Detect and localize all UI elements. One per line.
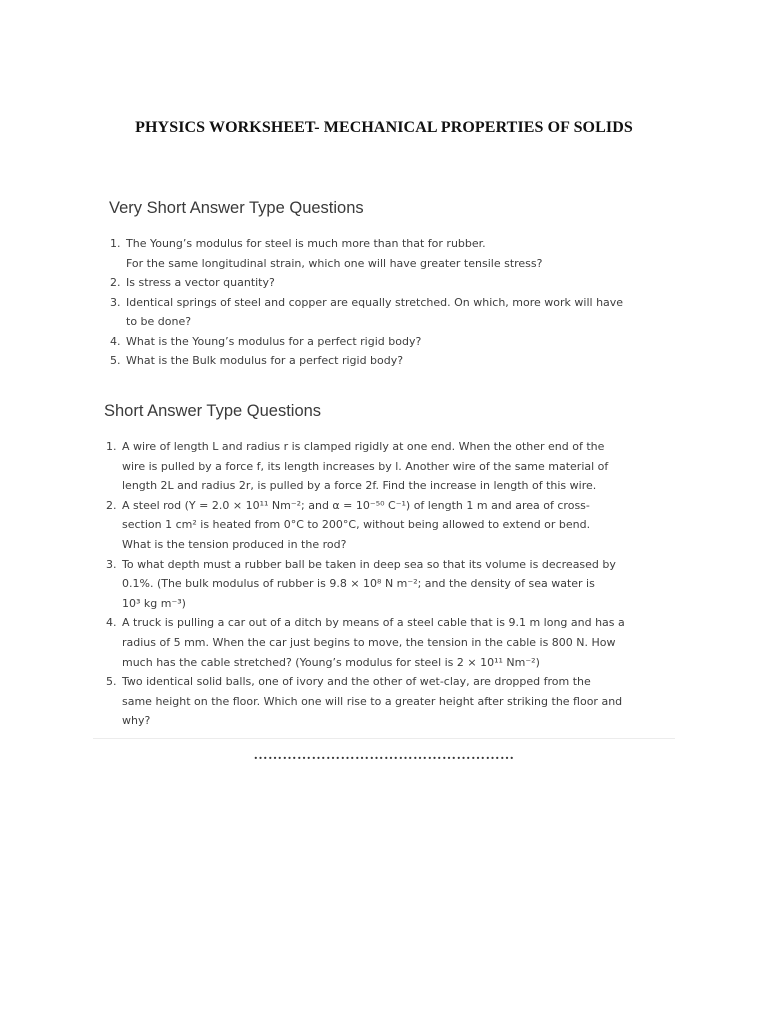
question-number: 1.: [110, 237, 121, 250]
question-item: [106, 613, 672, 672]
question-text-line: The Young’s modulus for steel is much more than that for rubber.: [126, 237, 486, 250]
question-item: [106, 672, 672, 731]
question-item: [110, 273, 670, 293]
question-text-line: To what depth must a rubber ball be taken in deep sea so that its volume is decreased by: [122, 557, 616, 571]
question-text-line: What is the Bulk modulus for a perfect rigid body?: [126, 354, 404, 367]
question-number: 3.: [110, 295, 121, 309]
very-short-question-list: [110, 234, 670, 371]
question-text-line: same height on the floor. Which one will rise to a greater height after striking the floor and: [122, 694, 623, 708]
question-item: [110, 351, 670, 371]
question-text-line: A wire of length L and radius r is clamped rigidly at one end. When the other end of the: [122, 440, 605, 453]
question-number: 2.: [106, 498, 117, 512]
question-number: 5.: [106, 675, 117, 689]
question-number: 3.: [106, 557, 117, 571]
question-text-line: wire is pulled by a force f, its length increases by l. Another wire of the same material of: [122, 459, 609, 473]
question-number: 1.: [106, 440, 117, 453]
question-item: [106, 555, 672, 614]
question-number: 2.: [110, 276, 121, 289]
question-text-line: 10³ kg m⁻³): [122, 596, 186, 610]
question-text-line: length 2L and radius 2r, is pulled by a force 2f. Find the increase in length of this wire.: [122, 479, 597, 493]
question-text-line: 0.1%. (The bulk modulus of rubber is 9.8 × 10⁸ N m⁻²; and the density of sea water is: [122, 577, 595, 591]
dotted-separator: ………………………………………………: [253, 748, 515, 763]
worksheet-title: PHYSICS WORKSHEET- MECHANICAL PROPERTIES OF SOLIDS: [135, 119, 633, 136]
question-text-line: For the same longitudinal strain, which one will have greater tensile stress?: [126, 256, 543, 270]
question-text-line: A steel rod (Y = 2.0 × 10¹¹ Nm⁻²; and α = 10⁻⁵⁰ C⁻¹) of length 1 m and area of cross-: [122, 498, 590, 512]
question-item: [110, 234, 670, 273]
section-heading-very-short: Very Short Answer Type Questions: [109, 199, 364, 217]
question-number: 5.: [110, 354, 121, 367]
divider-line: [93, 738, 675, 739]
question-text-line: section 1 cm² is heated from 0°C to 200°C, without being allowed to extend or bend.: [122, 518, 591, 532]
question-text-line: A truck is pulling a car out of a ditch by means of a steel cable that is 9.1 m long and has a: [122, 616, 625, 630]
question-text-line: Is stress a vector quantity?: [126, 276, 275, 289]
question-item: [110, 293, 670, 332]
question-text-line: why?: [122, 714, 151, 728]
question-item: [110, 332, 670, 352]
section-heading-short: Short Answer Type Questions: [104, 402, 322, 420]
question-number: 4.: [110, 334, 121, 348]
question-text-line: What is the Young’s modulus for a perfect rigid body?: [126, 334, 422, 348]
question-text-line: Identical springs of steel and copper are equally stretched. On which, more work will have: [126, 295, 624, 309]
question-text-line: Two identical solid balls, one of ivory and the other of wet-clay, are dropped from the: [122, 675, 591, 689]
question-text-line: much has the cable stretched? (Young’s modulus for steel is 2 × 10¹¹ Nm⁻²): [122, 655, 540, 669]
question-text-line: radius of 5 mm. When the car just begins to move, the tension in the cable is 800 N. How: [122, 635, 616, 649]
question-number: 4.: [106, 616, 117, 630]
question-item: [106, 437, 672, 496]
question-text-line: to be done?: [126, 315, 192, 328]
question-item: [106, 496, 672, 555]
short-question-list: [106, 437, 672, 731]
question-text-line: What is the tension produced in the rod?: [122, 537, 347, 551]
